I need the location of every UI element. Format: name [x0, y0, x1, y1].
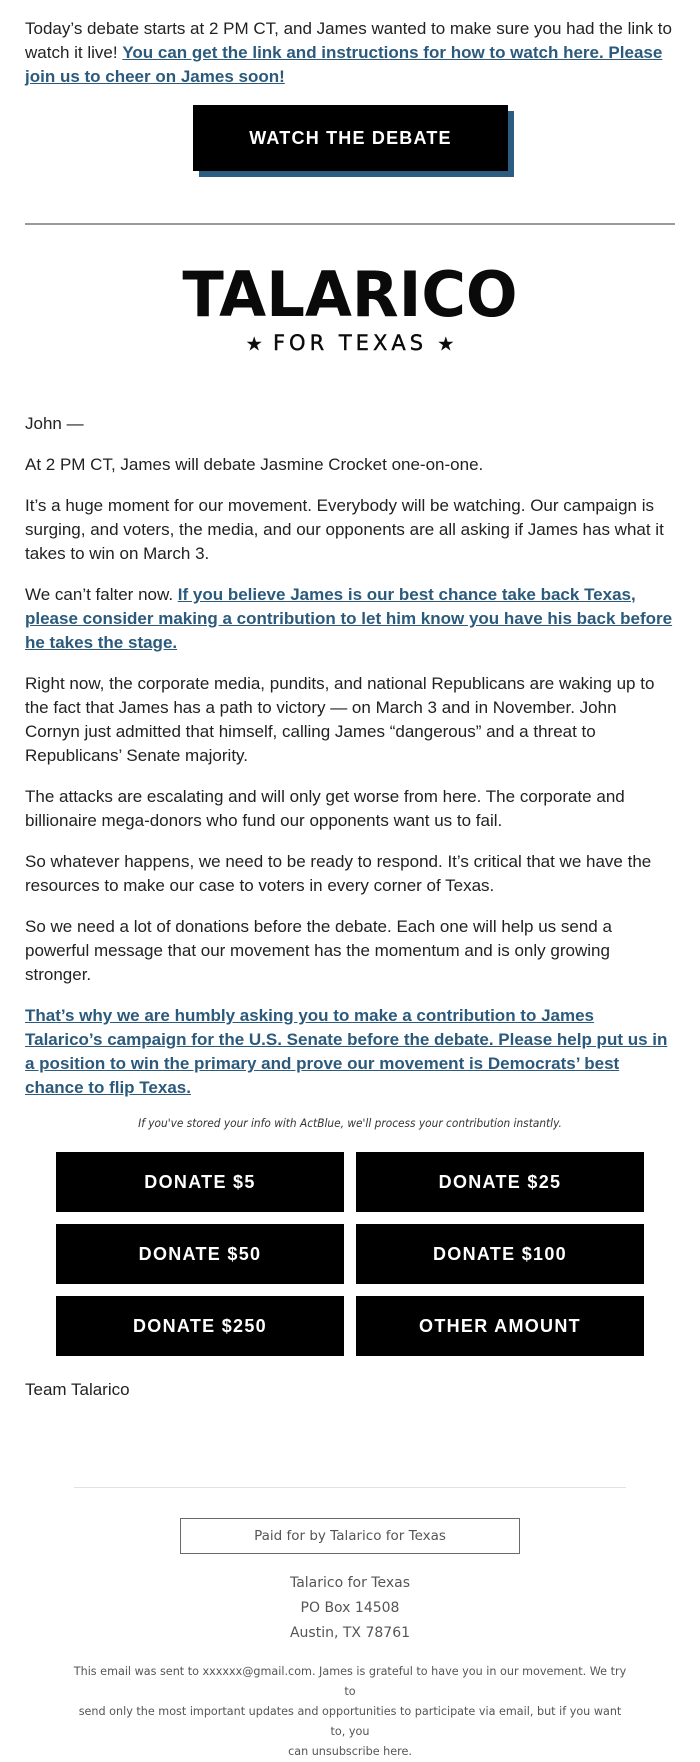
body-paragraph: The attacks are escalating and will only get worse from here. The corporate and billionaire mega-donors who fund our opponents want us to fail. [25, 787, 625, 830]
footer-divider [74, 1487, 626, 1488]
donate-25-button[interactable]: DONATE $25 [356, 1152, 644, 1212]
address-line: Austin, TX 78761 [289, 1625, 411, 1641]
donate-100-button[interactable]: DONATE $100 [356, 1224, 644, 1284]
email-disclaimer [70, 1662, 630, 1762]
watch-instructions-link[interactable]: You can get the link and instructions for how to watch here. Please join us to cheer on James soon! [25, 43, 663, 86]
logo-tagline-text: FOR TEXAS [272, 331, 428, 355]
contribution-ask-link[interactable]: That’s why we are humbly asking you to make a contribution to James Talarico’s campaign for the U.S. Senate before the debate. Please help put us in a position to win the primary and prove our movement is Democrats’ best chance to flip Texas. [25, 1006, 668, 1097]
campaign-logo [0, 258, 700, 358]
logo-wordmark: TALARICO [182, 258, 518, 331]
intro-text: Today’s debate starts at 2 PM CT, and James wanted to make sure you had the link to watch it live! [25, 19, 672, 62]
mailing-address [0, 1571, 700, 1646]
logo-tagline [0, 330, 700, 358]
body-paragraph: So whatever happens, we need to be ready to respond. It’s critical that we have the resources to make our case to voters in every corner of Texas. [25, 852, 652, 895]
donate-button-grid [56, 1152, 644, 1356]
section-divider [25, 223, 675, 225]
intro-paragraph [25, 17, 675, 89]
body-paragraph [25, 583, 675, 655]
body-paragraph: So we need a lot of donations before the debate. Each one will help us send a powerful message that our movement has the momentum and is only growing stronger. [25, 917, 612, 984]
body-paragraph [25, 1004, 675, 1100]
address-line: Talarico for Texas [289, 1575, 411, 1591]
disclaimer-line: This email was sent to xxxxxx@gmail.com. James is grateful to have you in our movement. We try to [73, 1665, 627, 1698]
watch-debate-button-wrap [193, 105, 508, 171]
signoff: Team Talarico [25, 1380, 130, 1399]
star-icon: ★ [246, 334, 263, 355]
paid-for-disclaimer: Paid for by Talarico for Texas [180, 1518, 520, 1554]
email-body [25, 412, 675, 1117]
donate-5-button[interactable]: DONATE $5 [56, 1152, 344, 1212]
address-line: PO Box 14508 [300, 1600, 400, 1616]
watch-debate-button[interactable]: WATCH THE DEBATE [193, 105, 508, 171]
disclaimer-line: send only the most important updates and opportunities to participate via email, but if you want to, you [78, 1705, 622, 1738]
actblue-note: If you've stored your info with ActBlue, we'll process your contribution instantly. [138, 1116, 562, 1130]
paragraph-text: We can’t falter now. [25, 585, 178, 604]
other-amount-button[interactable]: OTHER AMOUNT [356, 1296, 644, 1356]
donate-250-button[interactable]: DONATE $250 [56, 1296, 344, 1356]
unsubscribe-line[interactable]: can unsubscribe here. [288, 1745, 412, 1758]
greeting: John — [25, 414, 84, 433]
intro-section [25, 17, 675, 89]
contribution-link[interactable]: If you believe James is our best chance take back Texas, please consider making a contribution to let him know you have his back before he takes the stage. [25, 585, 673, 652]
body-paragraph: At 2 PM CT, James will debate Jasmine Crocket one-on-one. [25, 455, 484, 474]
donate-50-button[interactable]: DONATE $50 [56, 1224, 344, 1284]
body-paragraph: Right now, the corporate media, pundits, and national Republicans are waking up to the fact that James has a path to victory — on March 3 and in November. John Cornyn just admitted that himself, calling James “dangerous” and a threat to Republicans’ Senate majority. [25, 674, 655, 765]
body-paragraph: It’s a huge moment for our movement. Everybody will be watching. Our campaign is surging, and voters, the media, and our opponents are all asking if James has what it takes to win on March 3. [25, 496, 664, 563]
star-icon: ★ [437, 334, 454, 355]
